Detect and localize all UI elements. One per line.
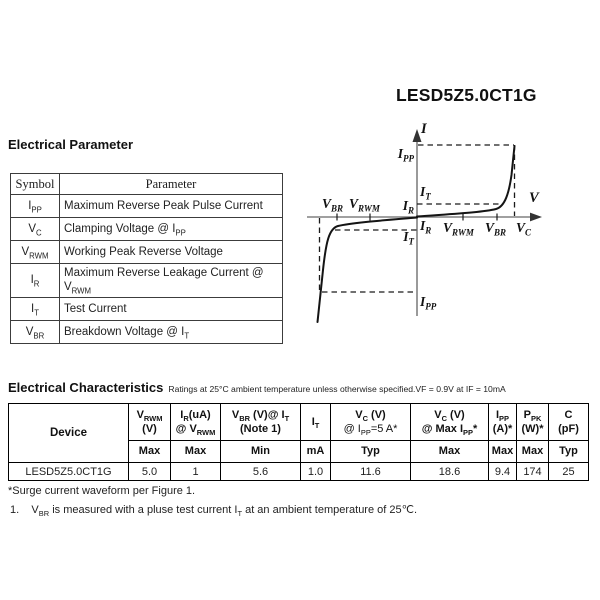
x-axis-label: V — [529, 190, 539, 206]
param-symbol-cell: $V_{RWM}$ — [11, 241, 60, 264]
char-column-header: $V_{BR}$ (V)@ $I_T$ (Note 1) — [221, 404, 301, 441]
footnote-vbr-measurement: 1. $V_{BR}$ is measured with a pluse test current $I_T$ at an ambient temperature of 25℃. — [10, 504, 418, 519]
table-row — [11, 320, 283, 343]
table-row — [11, 195, 283, 218]
electrical-characteristics-table — [8, 403, 589, 481]
char-value-cell: 5.0 — [129, 463, 171, 481]
char-unit-cell: Max — [171, 441, 221, 463]
param-description-cell: Working Peak Reverse Voltage — [60, 241, 283, 264]
char-unit-cell: Typ — [549, 441, 589, 463]
ipp-top-label: $I_{PP}$ — [397, 146, 414, 164]
vbr-right-label: $V_{BR}$ — [485, 220, 507, 238]
ir-upper-label: $I_R$ — [402, 198, 414, 216]
electrical-parameter-heading: Electrical Parameter — [8, 137, 134, 152]
device-name-cell: LESD5Z5.0CT1G — [9, 463, 129, 481]
x-axis-arrow — [530, 213, 542, 222]
ipp-bottom-label: $I_{PP}$ — [420, 294, 437, 312]
char-unit-cell: Max — [517, 441, 549, 463]
char-value-cell: 18.6 — [411, 463, 489, 481]
table-row — [11, 297, 283, 320]
char-value-cell: 174 — [517, 463, 549, 481]
char-value-cell: 1 — [171, 463, 221, 481]
table-row — [11, 218, 283, 241]
param-description-cell: Test Current — [60, 297, 283, 320]
char-unit-cell: mA — [301, 441, 331, 463]
vc-right-label: $V_C$ — [516, 220, 532, 238]
char-value-cell: 5.6 — [221, 463, 301, 481]
char-unit-cell: Min — [221, 441, 301, 463]
param-symbol-cell: $V_{BR}$ — [11, 320, 60, 343]
table-row — [11, 241, 283, 264]
vrwm-right-label: $V_{RWM}$ — [443, 220, 474, 238]
table-header-row — [11, 174, 283, 195]
y-axis-label: I — [421, 121, 427, 137]
char-value-cell: 25 — [549, 463, 589, 481]
char-value-cell: 9.4 — [489, 463, 517, 481]
param-symbol-cell: $I_{PP}$ — [11, 195, 60, 218]
vbr-left-label: $V_{BR}$ — [322, 196, 344, 214]
char-column-header: $I_{PP}$ (A)* — [489, 404, 517, 441]
param-description-cell: Clamping Voltage @ $I_{PP}$ — [60, 218, 283, 241]
param-description-cell: Maximum Reverse Leakage Current @ $V_{RWM}$ — [60, 264, 283, 298]
param-symbol-cell: $I_R$ — [11, 264, 60, 298]
electrical-characteristics-heading — [8, 380, 506, 395]
electrical-parameter-table — [10, 173, 283, 344]
footnote-surge-waveform: *Surge current waveform per Figure 1. — [8, 485, 196, 497]
param-description-cell: Maximum Reverse Peak Pulse Current — [60, 195, 283, 218]
ir-lower-label: $I_R$ — [420, 218, 432, 236]
table-row — [11, 264, 283, 298]
parameter-column-header: Parameter — [60, 174, 283, 195]
char-column-header: C (pF) — [549, 404, 589, 441]
param-symbol-cell: $V_C$ — [11, 218, 60, 241]
symbol-column-header: Symbol — [11, 174, 60, 195]
electrical-characteristics-heading-text: Electrical Characteristics — [8, 380, 164, 395]
char-column-header: $V_C$ (V) @ Max $I_{PP}*$ — [411, 404, 489, 441]
it-upper-label: $I_T$ — [420, 184, 431, 202]
ratings-conditions-note: Ratings at 25°C ambient temperature unless otherwise specified.VF = 0.9V at IF = 10mA — [168, 384, 506, 394]
char-unit-cell: Max — [129, 441, 171, 463]
part-number-title: LESD5Z5.0CT1G — [396, 85, 537, 105]
param-description-cell: Breakdown Voltage @ $I_T$ — [60, 320, 283, 343]
table-row — [9, 463, 589, 481]
it-lower-label: $I_T$ — [403, 229, 414, 247]
iv-curve-positive — [417, 146, 515, 217]
char-column-header: $I_T$ — [301, 404, 331, 441]
char-unit-cell: Typ — [331, 441, 411, 463]
char-value-cell: 11.6 — [331, 463, 411, 481]
vrwm-left-label: $V_{RWM}$ — [349, 196, 380, 214]
iv-characteristic-graph — [300, 120, 555, 332]
char-column-header: $I_R(uA)$ @ $V_{RWM}$ — [171, 404, 221, 441]
char-column-header: $P_{PK}$ (W)* — [517, 404, 549, 441]
device-column-header: Device — [9, 404, 129, 463]
char-value-cell: 1.0 — [301, 463, 331, 481]
char-column-header: $V_C$ (V) @ $I_{PP}=5$ A* — [331, 404, 411, 441]
param-symbol-cell: $I_T$ — [11, 297, 60, 320]
char-unit-cell: Max — [411, 441, 489, 463]
char-unit-cell: Max — [489, 441, 517, 463]
char-column-header: $V_{RWM}$ (V) — [129, 404, 171, 441]
table-header-row — [9, 404, 589, 441]
